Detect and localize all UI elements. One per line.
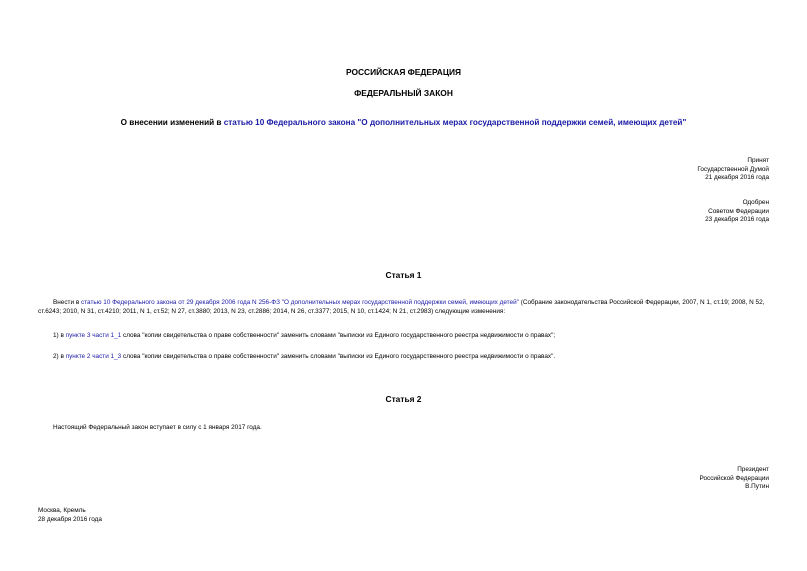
article-1-item-2: [38, 353, 769, 362]
title-prefix: О внесении изменений в: [120, 118, 224, 127]
document-title: [0, 117, 807, 128]
item-1-link[interactable]: пункте 3 части 1_1: [65, 332, 122, 339]
item-2-link[interactable]: пункте 2 части 1_3: [65, 353, 122, 360]
article-1-heading: Статья 1: [385, 270, 422, 280]
approval-block: [705, 199, 769, 225]
article-1-intro: [38, 299, 769, 316]
approval-line-1: Одобрен: [742, 199, 769, 206]
doc-type-heading: ФЕДЕРАЛЬНЫЙ ЗАКОН: [354, 88, 453, 98]
article-1-intro-link[interactable]: статью 10 Федерального закона от 29 декабря 2006 года N 256-ФЗ "О дополнительных мерах государственной поддержки семей, имеющих детей": [80, 299, 519, 306]
article-1-intro-prefix: Внести в: [53, 299, 81, 306]
signature-line-1: Президент: [737, 466, 769, 473]
place-date-block: [38, 507, 102, 524]
article-1-intro-suffix: (Собрание законодательства Российской Федерации, 2007, N 1, ст.19; 2008, N 52, ст.6243; 2010, N 31, ст.4210; 2011, N 1, ст.52; N 27, ст.3880; 2013, N 23, ст.2886; 2014, N 26, ст.3377; 2015, N 10, ст.1424; N 21, ст.2983) следующие изменения:: [38, 299, 765, 315]
approval-line-3: 23 декабря 2016 года: [705, 216, 769, 224]
signature-line-3: В.Путин: [745, 483, 769, 491]
item-1-suffix: слова "копии свидетельства о праве собственности" заменить словами "выписки из Единого государственного реестра недвижимости о правах";: [121, 332, 556, 339]
date-line: 28 декабря 2016 года: [38, 515, 102, 523]
signature-line-2: Российской Федерации: [699, 474, 769, 482]
place-line: Москва, Кремль: [38, 507, 86, 514]
title-link[interactable]: статью 10 Федерального закона "О дополнительных мерах государственной поддержки семей, имеющих детей": [223, 118, 687, 127]
item-2-suffix: слова "копии свидетельства о праве собственности" заменить словами "выписки из Единого государственного реестра недвижимости о правах".: [121, 353, 556, 360]
article-2-text: Настоящий Федеральный закон вступает в силу с 1 января 2017 года.: [53, 424, 262, 431]
adoption-line-2: Государственной Думой: [697, 165, 769, 173]
approval-line-2: Советом Федерации: [708, 207, 769, 215]
adoption-line-3: 21 декабря 2016 года: [705, 174, 769, 182]
signature-block: [700, 466, 770, 492]
item-2-prefix: 2) в: [53, 353, 66, 360]
adoption-block: [697, 157, 769, 183]
item-1-prefix: 1) в: [53, 332, 66, 339]
article-1-item-1: [38, 332, 769, 341]
article-2-heading: Статья 2: [385, 394, 422, 404]
country-heading: РОССИЙСКАЯ ФЕДЕРАЦИЯ: [345, 67, 462, 77]
adoption-line-1: Принят: [747, 157, 769, 164]
